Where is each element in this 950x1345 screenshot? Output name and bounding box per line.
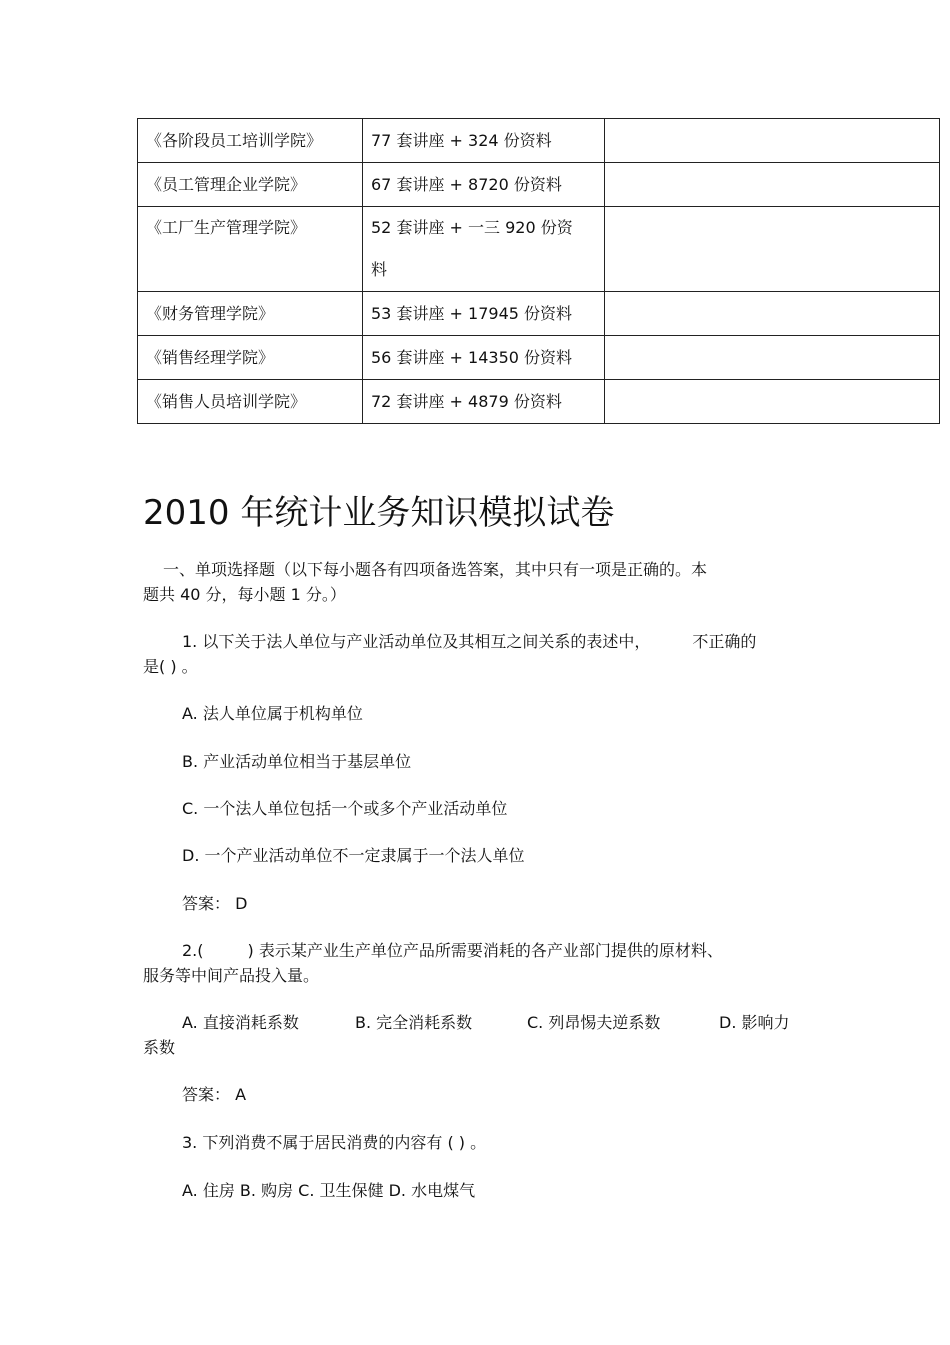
question-1-emphasis: 不正确的 (692, 632, 757, 651)
question-1-text: 1. 以下关于法人单位与产业活动单位及其相互之间关系的表述中， (182, 632, 651, 651)
table-row (138, 207, 940, 292)
q2-option-d: D. 影响力 (719, 1013, 790, 1032)
table-cell-name: 《销售人员培训学院》 (138, 380, 363, 424)
section-heading-line1: 一、单项选择题（以下每小题各有四项备选答案，其中只有一项是正确的。本 (163, 560, 708, 579)
question-2-text: ) 表示某产业生产单位产品所需要消耗的各产业部门提供的原材料、 (247, 941, 723, 960)
question-2-line2: 服务等中间产品投入量。 (143, 966, 320, 985)
table-cell-name: 《工厂生产管理学院》 (138, 207, 363, 292)
question-3-line1: 3. 下列消费不属于居民消费的内容有 ( ) 。 (182, 1133, 487, 1152)
table-row (138, 380, 940, 424)
table-cell-empty (605, 380, 940, 424)
table-row (138, 336, 940, 380)
table-row (138, 163, 940, 207)
table-cell-empty (605, 163, 940, 207)
table-cell-name: 《财务管理学院》 (138, 292, 363, 336)
question-2-line1 (182, 939, 723, 963)
q3-options: A. 住房 B. 购房 C. 卫生保健 D. 水电煤气 (182, 1181, 476, 1200)
table-cell-content (363, 207, 605, 292)
q2-option-b: B. 完全消耗系数 (355, 1013, 473, 1032)
table-cell-empty (605, 336, 940, 380)
q2-answer: 答案： A (182, 1085, 247, 1104)
table-cell-content: 77 套讲座 + 324 份资料 (363, 119, 605, 163)
question-1-line1 (182, 630, 756, 654)
q1-option-c: C. 一个法人单位包括一个或多个产业活动单位 (182, 799, 508, 818)
question-2-number: 2.( (182, 941, 204, 960)
q2-option-d-continued: 系数 (143, 1038, 176, 1057)
content-line: 52 套讲座 + 一三 920 份资 (371, 218, 573, 237)
content-line: 料 (371, 260, 388, 279)
table-row (138, 292, 940, 336)
table-cell-name: 《员工管理企业学院》 (138, 163, 363, 207)
exam-title: 2010 年统计业务知识模拟试卷 (143, 493, 615, 533)
q1-option-b: B. 产业活动单位相当于基层单位 (182, 752, 412, 771)
table-cell-name: 《销售经理学院》 (138, 336, 363, 380)
table-cell-empty (605, 207, 940, 292)
table-cell-name: 《各阶段员工培训学院》 (138, 119, 363, 163)
q1-option-a: A. 法人单位属于机构单位 (182, 704, 363, 723)
table-row (138, 119, 940, 163)
resource-table (137, 118, 940, 424)
q1-answer: 答案： D (182, 894, 248, 913)
section-heading-line2: 题共 40 分，每小题 1 分。） (143, 585, 346, 604)
table-cell-empty (605, 119, 940, 163)
table-cell-content: 53 套讲座 + 17945 份资料 (363, 292, 605, 336)
table-cell-content: 72 套讲座 + 4879 份资料 (363, 380, 605, 424)
table-cell-content: 67 套讲座 + 8720 份资料 (363, 163, 605, 207)
q2-option-c: C. 列昂惕夫逆系数 (527, 1013, 661, 1032)
q1-option-d: D. 一个产业活动单位不一定隶属于一个法人单位 (182, 846, 525, 865)
q2-option-a: A. 直接消耗系数 (182, 1013, 299, 1032)
table-cell-empty (605, 292, 940, 336)
table-cell-content: 56 套讲座 + 14350 份资料 (363, 336, 605, 380)
question-1-line2: 是( ) 。 (143, 657, 198, 676)
